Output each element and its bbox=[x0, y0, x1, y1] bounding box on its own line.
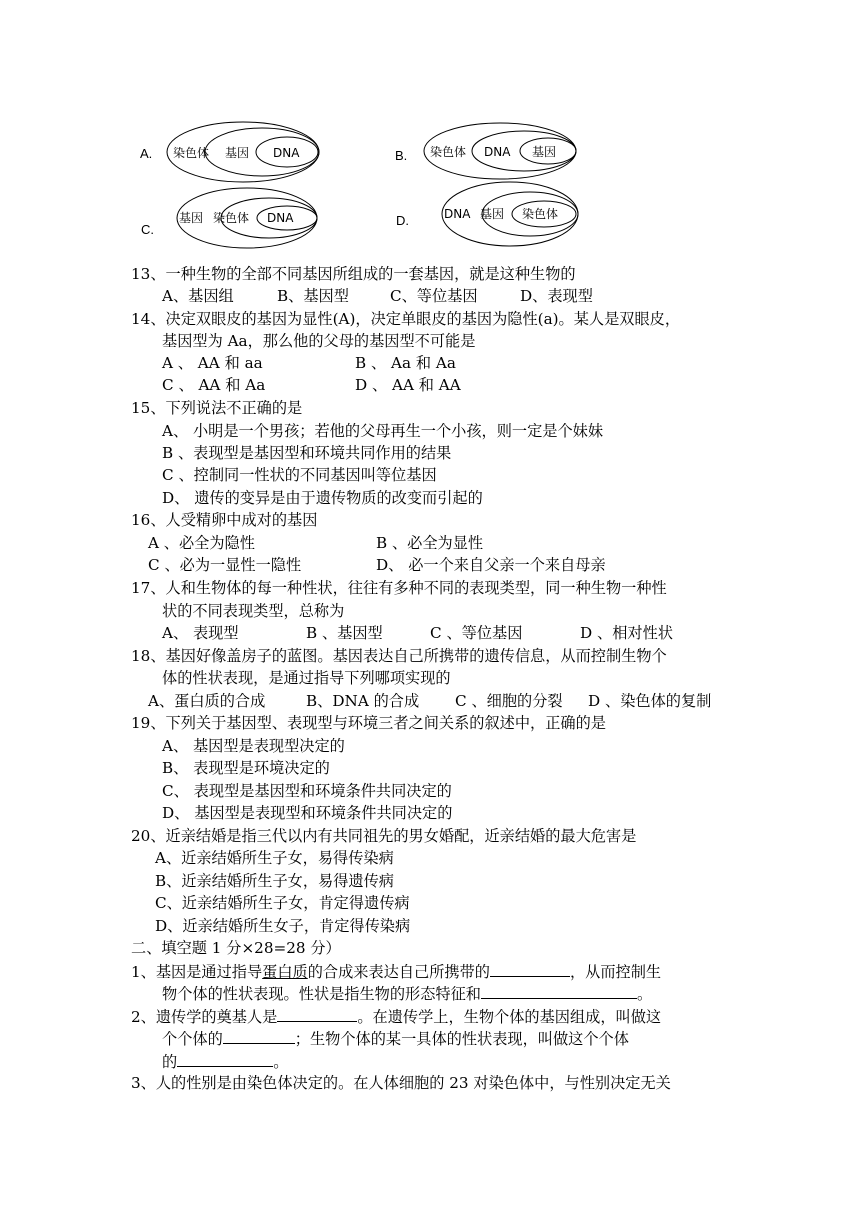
diagram-a-inner-label: DNA bbox=[273, 146, 300, 160]
q16-option-a: A 、必全为隐性 bbox=[148, 534, 255, 552]
fill-2-blank-1[interactable] bbox=[277, 1005, 357, 1022]
q18-option-d: D 、染色体的复制 bbox=[588, 692, 712, 710]
fill-3-line1: 3、人的性别是由染色体决定的。在人体细胞的 23 对染色体中，与性别决定无关 bbox=[131, 1074, 671, 1092]
diagram-b-outer-label: 染色体 bbox=[430, 145, 467, 159]
diagram-d-outer-label: DNA bbox=[444, 207, 471, 221]
fill-1-text-c: ，从而控制生 bbox=[569, 963, 662, 981]
q17-option-a: A、 表现型 bbox=[162, 624, 239, 642]
diagram-b-middle-label: DNA bbox=[484, 145, 511, 159]
section-fill-in-title: 二、填空题 1 分×28=28 分） bbox=[131, 939, 341, 957]
diagram-b-letter: B. bbox=[395, 148, 408, 163]
fill-2-line1 bbox=[131, 1005, 661, 1028]
q20-stem: 20、近亲结婚是指三代以内有共同祖先的男女婚配，近亲结婚的最大危害是 bbox=[131, 827, 637, 845]
q19-option-d: D、 基因型是表现型和环境条件共同决定的 bbox=[162, 804, 453, 822]
q19-option-c: C、 表现型是基因型和环境条件共同决定的 bbox=[162, 782, 452, 800]
fill-1-blank-2[interactable] bbox=[481, 982, 637, 999]
diagram-b-ellipses bbox=[422, 118, 582, 184]
q19-option-a: A、 基因型是表现型决定的 bbox=[162, 737, 345, 755]
q20-option-d: D、近亲结婚所生女子，肯定得传染病 bbox=[155, 917, 411, 935]
fill-2-line3 bbox=[162, 1050, 288, 1073]
diagram-d-inner-label: 染色体 bbox=[522, 207, 559, 221]
q20-option-a: A、近亲结婚所生子女，易得传染病 bbox=[155, 849, 394, 867]
q17-option-c: C 、等位基因 bbox=[430, 624, 523, 642]
q15-option-b: B 、表现型是基因型和环境共同作用的结果 bbox=[162, 444, 452, 462]
q17-stem-line2: 状的不同表现类型，总称为 bbox=[162, 602, 345, 620]
q13-option-c: C、等位基因 bbox=[390, 287, 478, 305]
q14-option-d: D 、 AA 和 AA bbox=[355, 376, 461, 394]
q13-stem: 13、一种生物的全部不同基因所组成的一套基因，就是这种生物的 bbox=[131, 265, 576, 283]
q20-option-c: C、近亲结婚所生子女，肯定得遗传病 bbox=[155, 894, 410, 912]
fill-1-text-e: 。 bbox=[636, 985, 653, 1003]
diagram-d-middle-label: 基因 bbox=[480, 207, 505, 221]
diagram-c-letter: C. bbox=[141, 222, 154, 237]
q16-stem: 16、人受精卵中成对的基因 bbox=[131, 511, 318, 529]
q15-option-c: C 、控制同一性状的不同基因叫等位基因 bbox=[162, 466, 437, 484]
q20-option-b: B、近亲结婚所生子女，易得遗传病 bbox=[155, 872, 394, 890]
q16-option-c: C 、必为一显性一隐性 bbox=[148, 556, 302, 574]
diagram-d-ellipses bbox=[440, 178, 580, 250]
q16-option-b: B 、必全为显性 bbox=[376, 534, 484, 552]
diagram-a-middle-label: 基因 bbox=[225, 146, 250, 160]
q17-option-d: D 、相对性状 bbox=[580, 624, 673, 642]
diagram-d-letter: D. bbox=[396, 213, 409, 228]
q14-option-b: B 、 Aa 和 Aa bbox=[355, 354, 456, 372]
q18-option-a: A、蛋白质的合成 bbox=[148, 692, 266, 710]
fill-2-text-a: 2、遗传学的奠基人是 bbox=[131, 1008, 278, 1026]
diagram-c-outer-label: 基因 bbox=[179, 211, 204, 225]
q14-stem-line2: 基因型为 Aa，那么他的父母的基因型不可能是 bbox=[162, 332, 476, 350]
q13-option-b: B、基因型 bbox=[277, 287, 349, 305]
diagram-b bbox=[422, 118, 582, 184]
diagram-a-ellipses bbox=[165, 116, 325, 188]
q15-option-a: A、 小明是一个男孩；若他的父母再生一个小孩，则一定是个妹妹 bbox=[162, 422, 604, 440]
fill-2-text-b: 。在遗传学上，生物个体的基因组成，叫做这 bbox=[357, 1008, 662, 1026]
q18-stem-line2: 体的性状表现，是通过指导下列哪项实现的 bbox=[162, 669, 451, 687]
q17-stem-line1: 17、人和生物体的每一种性状，往往有多种不同的表现类型，同一种生物一种性 bbox=[131, 579, 667, 597]
q18-stem-line1: 18、基因好像盖房子的蓝图。基因表达自己所携带的遗传信息，从而控制生物个 bbox=[131, 647, 667, 665]
diagram-c-middle-label: 染色体 bbox=[213, 211, 250, 225]
fill-2-blank-2[interactable] bbox=[223, 1027, 295, 1044]
fill-1-text-a: 1、基因是通过指导 bbox=[131, 963, 263, 981]
fill-1-text-b: 的合成来表达自己所携带的 bbox=[307, 963, 490, 981]
fill-1-line1 bbox=[131, 960, 661, 983]
fill-2-text-c: 个个体的 bbox=[162, 1030, 223, 1048]
q18-option-c: C 、细胞的分裂 bbox=[455, 692, 563, 710]
q19-stem: 19、下列关于基因型、表现型与环境三者之间关系的叙述中，正确的是 bbox=[131, 714, 606, 732]
q19-option-b: B、 表现型是环境决定的 bbox=[162, 759, 330, 777]
diagram-a-letter: A. bbox=[140, 146, 153, 161]
diagram-b-inner-label: 基因 bbox=[532, 145, 557, 159]
q13-option-a: A、基因组 bbox=[162, 287, 234, 305]
fill-2-text-f: 。 bbox=[273, 1053, 289, 1071]
q18-option-b: B、DNA 的合成 bbox=[306, 692, 420, 710]
q17-option-b: B 、基因型 bbox=[306, 624, 383, 642]
diagram-c bbox=[175, 184, 320, 252]
fill-1-blank-1[interactable] bbox=[490, 960, 570, 977]
diagram-d bbox=[440, 178, 580, 250]
diagram-c-inner-label: DNA bbox=[267, 211, 294, 225]
fill-1-line2 bbox=[162, 982, 652, 1005]
q13-option-d: D、表现型 bbox=[520, 287, 593, 305]
diagram-c-ellipses bbox=[175, 184, 320, 252]
fill-2-text-d: ；生物个体的某一具体的性状表现，叫做这个个体 bbox=[294, 1030, 629, 1048]
q14-stem-line1: 14、决定双眼皮的基因为显性(A)，决定单眼皮的基因为隐性(a)。某人是双眼皮， bbox=[131, 310, 681, 328]
q14-option-a: A 、 AA 和 aa bbox=[162, 354, 263, 372]
q14-option-c: C 、 AA 和 Aa bbox=[162, 376, 266, 394]
diagram-a bbox=[165, 116, 325, 188]
fill-2-text-e: 的 bbox=[162, 1053, 178, 1071]
fill-1-underlined-answer: 蛋白质 bbox=[262, 963, 308, 981]
fill-1-text-d: 物个体的性状表现。性状是指生物的形态特征和 bbox=[162, 985, 481, 1003]
q15-option-d: D、 遗传的变异是由于遗传物质的改变而引起的 bbox=[162, 489, 483, 507]
diagram-a-outer-label: 染色体 bbox=[173, 146, 210, 160]
q16-option-d: D、 必一个来自父亲一个来自母亲 bbox=[376, 556, 606, 574]
q15-stem: 15、下列说法不正确的是 bbox=[131, 399, 303, 417]
fill-2-line2 bbox=[162, 1027, 629, 1050]
fill-2-blank-3[interactable] bbox=[177, 1050, 273, 1067]
